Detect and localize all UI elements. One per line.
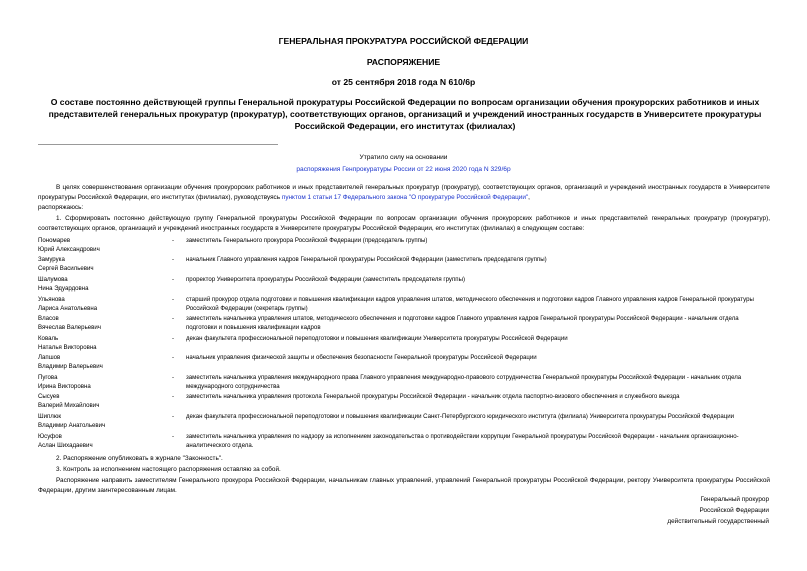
signature-line: действительный государственный (667, 518, 769, 525)
member-given-name: Вячеслав Валерьевич (38, 323, 101, 331)
disposition-word: распоряжаюсь: (38, 204, 84, 211)
member-surname: Пономарев (38, 237, 71, 244)
member-name (38, 237, 163, 254)
member-role: старший прокурор отдела подготовки и повышения квалификации кадров управления штатов, методического обеспечения и подготовки кадров Главного управления кадров Генеральной прокуратуры Российской Федерации (секретарь группы) (186, 296, 754, 312)
member-name (38, 256, 163, 273)
member-surname: Лапшов (38, 354, 61, 361)
member-surname: Юсуфов (38, 433, 62, 440)
member-surname: Замурука (38, 256, 65, 263)
member-name (38, 413, 163, 430)
member-role: начальник Главного управления кадров Генеральной прокуратуры Российской Федерации (заместитель председателя группы) (186, 256, 547, 263)
member-given-name: Валерий Михайлович (38, 401, 100, 409)
member-dash: - (172, 315, 175, 322)
member-role: заместитель начальника управления международного права Главного управления международно-правового сотрудничества Генеральной прокуратуры Российской Федерации - начальник отдела международного сотрудничества (186, 374, 742, 390)
member-name (38, 335, 163, 352)
member-name (38, 393, 163, 410)
member-given-name: Сергей Васильевич (38, 264, 94, 272)
item-1-paragraph: 1. Сформировать постоянно действующую группу Генеральной прокуратуры Российской Федерации по вопросам организации обучения прокурорских работников и иных представителей генеральных прокуратур (прокуратур), соответствующих органов, организаций и учреждений иностранных государств в Университете прокуратуры Российской Федерации, его институтах (филиалах) в следующем составе: (38, 215, 770, 232)
member-name (38, 354, 163, 371)
organization-heading: ГЕНЕРАЛЬНАЯ ПРОКУРАТУРА РОССИЙСКОЙ ФЕДЕРАЦИИ (278, 36, 529, 46)
member-role: заместитель начальника управления протокола Генеральной прокуратуры Российской Федерации - начальник отдела паспортно-визового обеспечения и служебного выезда (186, 393, 680, 400)
member-dash: - (172, 256, 175, 263)
member-role: начальник управления физической защиты и обеспечения безопасности Генеральной прокуратуры Российской Федерации (186, 354, 537, 361)
member-surname: Коваль (38, 335, 59, 342)
member-given-name: Аслан Шихадаевич (38, 441, 93, 449)
member-given-name: Владимир Валерьевич (38, 362, 103, 370)
member-dash: - (172, 276, 175, 283)
member-surname: Ульянова (38, 296, 65, 303)
member-name (38, 276, 163, 293)
lapse-order-link[interactable]: распоряжения Генпрокуратуры России от 22 июня 2020 года N 329/6р (296, 166, 511, 173)
member-role: декан факультета профессиональной переподготовки и повышения квалификации Университета прокуратуры Российской Федерации (186, 335, 568, 342)
member-role: проректор Университета прокуратуры Российской Федерации (заместитель председателя группы) (186, 276, 465, 283)
member-given-name: Наталья Викторовна (38, 343, 97, 351)
member-role: декан факультета профессиональной переподготовки и повышения квалификации Санкт-Петербургского юридического института (филиала) Университета прокуратуры Российской Федерации (186, 413, 735, 420)
member-surname: Шалумова (38, 276, 68, 283)
federal-law-link[interactable]: пунктом 1 статьи 17 Федерального закона "О прокуратуре Российской Федерации" (281, 194, 529, 201)
member-surname: Шиплюк (38, 413, 62, 420)
preamble-paragraph (38, 183, 770, 203)
member-dash: - (172, 237, 175, 244)
lapse-notice-line2 (0, 166, 807, 173)
document-title: О составе постоянно действующей группы Генеральной прокуратуры Российской Федерации по вопросам организации обучения прокурорских работников и иных представителей генеральных прокуратур (прокуратур), соответствующих органов, организаций и учреждений иностранных государств в Университете прокуратуры Российской Федерации, его институтах (филиалах) (48, 97, 762, 131)
item-2-paragraph: 2. Распоряжение опубликовать в журнале "Законность". (56, 455, 223, 462)
item-3-paragraph: 3. Контроль за исполнением настоящего распоряжения оставляю за собой. (56, 466, 281, 473)
distribution-paragraph: Распоряжение направить заместителям Генерального прокурора Российской Федерации, начальникам главных управлений, управлений Генеральной прокуратуры Российской Федерации, ректору Университета прокуратуры Российской Федерации, другим заинтересованным лицам. (38, 477, 770, 494)
member-role: заместитель начальника управления штатов, методического обеспечения и подготовки кадров Главного управления кадров Генеральной прокуратуры Российской Федерации - начальник отдела подготовки и повышения квалификации кадров (186, 315, 739, 331)
signature-line: Российской Федерации (699, 507, 769, 514)
member-dash: - (172, 354, 175, 361)
member-dash: - (172, 335, 175, 342)
signature-line: Генеральный прокурор (700, 496, 769, 503)
preamble-text: В целях совершенствования организации обучения прокурорских работников и иных представителей генеральных прокуратур (прокуратур), соответствующих органов, организаций и учреждений иностранных государств в Университете прокуратуры Российской Федерации, его институтах (филиалах), руководствуясь (38, 184, 770, 201)
document-date-number: от 25 сентября 2018 года N 610/6р (331, 77, 476, 87)
member-name (38, 296, 163, 313)
member-name (38, 433, 163, 450)
member-dash: - (172, 296, 175, 303)
member-dash: - (172, 393, 175, 400)
member-given-name: Владимир Анатольевич (38, 421, 106, 429)
member-name (38, 315, 163, 332)
member-surname: Сысуев (38, 393, 60, 400)
document-type-heading: РАСПОРЯЖЕНИЕ (366, 57, 441, 67)
preamble-text-end: , (528, 194, 530, 201)
member-role: заместитель Генерального прокурора Российской Федерации (председатель группы) (186, 237, 428, 244)
divider-line (38, 144, 278, 145)
member-surname: Пугова (38, 374, 58, 381)
member-given-name: Лариса Анатольевна (38, 304, 98, 312)
member-given-name: Нина Эдуардовна (38, 284, 89, 292)
member-dash: - (172, 413, 175, 420)
member-given-name: Ирина Викторовна (38, 382, 91, 390)
signature-block (569, 494, 769, 527)
member-role: заместитель начальника управления по надзору за исполнением законодательства о противодействии коррупции Генеральной прокуратуры Российской Федерации - начальник организационно-аналитического отдела. (186, 433, 739, 449)
lapse-notice: Утратило силу на основании (359, 154, 448, 161)
member-surname: Власов (38, 315, 59, 322)
member-name (38, 374, 163, 391)
member-dash: - (172, 374, 175, 381)
member-given-name: Юрий Александрович (38, 245, 100, 253)
member-dash: - (172, 433, 175, 440)
